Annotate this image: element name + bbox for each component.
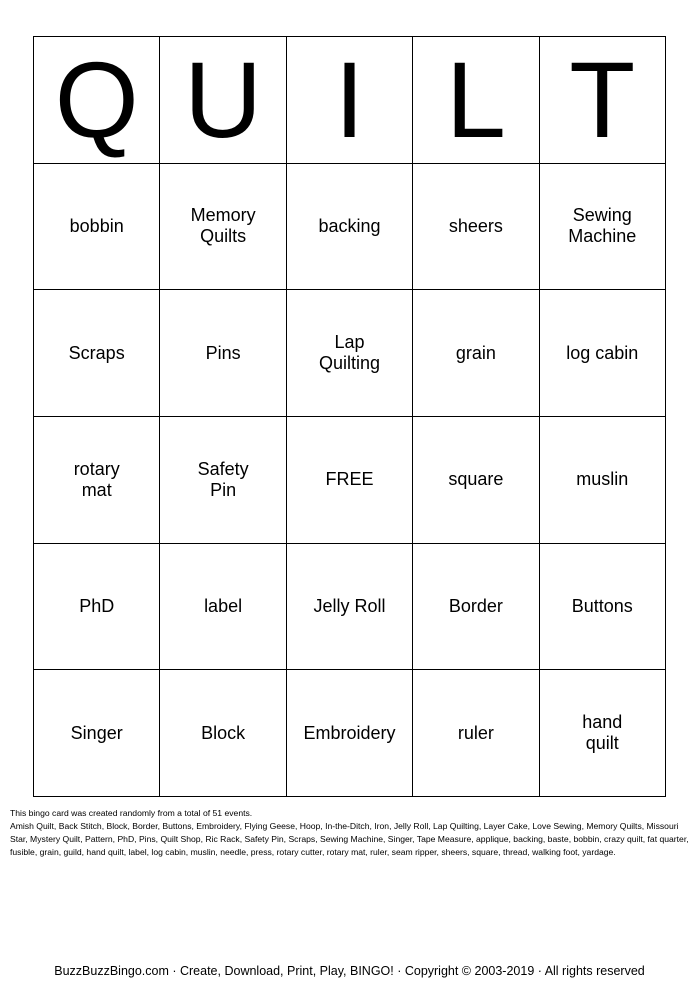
bingo-cell[interactable] (413, 543, 539, 670)
cell-label: Safety Pin (197, 458, 249, 500)
cell-label: Scraps (68, 342, 125, 363)
bingo-cell[interactable] (539, 670, 665, 797)
cell-label: Pins (205, 342, 241, 363)
header-letter-i: I (286, 37, 412, 164)
cell-label: Border (448, 595, 503, 616)
cell-label: label (204, 595, 243, 616)
cell-label: ruler (457, 722, 494, 743)
bingo-cell[interactable] (413, 416, 539, 543)
cell-label: Memory Quilts (190, 205, 256, 247)
cell-label: grain (455, 342, 496, 363)
card-info-event-list: Amish Quilt, Back Stitch, Block, Border, Buttons, Embroidery, Flying Geese, Hoop, In-the-Ditch, Iron, Jelly Roll, Lap Quilting, Layer Cake, Love Sewing, Memory Quilts, Missouri Star, Mystery Quilt, Pattern, PhD, Pins, Quilt Shop, Ric Rack, Safety Pin, Scraps, Sewing Machine, Singer, Tape Measure, applique, backing, baste, bobbin, crazy quilt, fat quarter, fusible, grain, guild, hand quilt, label, log cabin, muslin, needle, press, rotary cutter, rotary mat, ruler, seam ripper, sheers, square, thread, walking foot, yardage. (10, 821, 689, 857)
site-footer: BuzzBuzzBingo.com · Create, Download, Print, Play, BINGO! · Copyright © 2003-2019 · All rights reserved (54, 964, 645, 978)
cell-label: Embroidery (303, 722, 396, 743)
cell-label: Sewing Machine (568, 205, 637, 247)
cell-label: hand quilt (582, 712, 623, 754)
bingo-cell[interactable] (539, 416, 665, 543)
bingo-cell[interactable] (160, 290, 286, 417)
cell-label: rotary mat (73, 458, 120, 500)
free-space-cell[interactable] (286, 416, 412, 543)
cell-label: log cabin (566, 342, 639, 363)
cell-label: square (448, 469, 504, 490)
bingo-cell[interactable] (539, 163, 665, 290)
bingo-cell[interactable] (286, 670, 412, 797)
bingo-cell[interactable] (413, 670, 539, 797)
header-letter-l: L (413, 37, 539, 164)
cell-label: Buttons (571, 595, 633, 616)
cell-label: Block (201, 722, 246, 743)
bingo-cell[interactable] (286, 163, 412, 290)
bingo-cell[interactable] (34, 670, 160, 797)
bingo-cell[interactable] (413, 290, 539, 417)
header-letter-t: T (539, 37, 665, 164)
bingo-cell[interactable] (539, 543, 665, 670)
cell-label: Lap Quilting (318, 332, 380, 374)
bingo-cell[interactable] (160, 670, 286, 797)
bingo-row (34, 163, 666, 290)
bingo-row (34, 543, 666, 670)
bingo-cell[interactable] (286, 290, 412, 417)
bingo-cell[interactable] (160, 543, 286, 670)
bingo-cell[interactable] (286, 543, 412, 670)
cell-label: backing (318, 215, 381, 236)
bingo-card (33, 36, 666, 797)
header-letter-u: U (160, 37, 286, 164)
cell-label: Jelly Roll (313, 595, 386, 616)
cell-label: sheers (448, 215, 503, 236)
bingo-cell[interactable] (539, 290, 665, 417)
bingo-cell[interactable] (34, 416, 160, 543)
bingo-cell[interactable] (34, 290, 160, 417)
card-info (10, 807, 690, 859)
bingo-row (34, 290, 666, 417)
cell-label: bobbin (69, 215, 124, 236)
bingo-row (34, 416, 666, 543)
header-row (34, 37, 666, 164)
cell-label: muslin (576, 469, 629, 490)
bingo-cell[interactable] (160, 163, 286, 290)
header-letter-q: Q (34, 37, 160, 164)
cell-label: Singer (70, 722, 123, 743)
bingo-cell[interactable] (160, 416, 286, 543)
bingo-row (34, 670, 666, 797)
bingo-cell[interactable] (413, 163, 539, 290)
free-space-label: FREE (325, 469, 374, 490)
bingo-cell[interactable] (34, 543, 160, 670)
card-info-intro: This bingo card was created randomly from a total of 51 events. (10, 808, 253, 818)
bingo-cell[interactable] (34, 163, 160, 290)
cell-label: PhD (79, 595, 115, 616)
